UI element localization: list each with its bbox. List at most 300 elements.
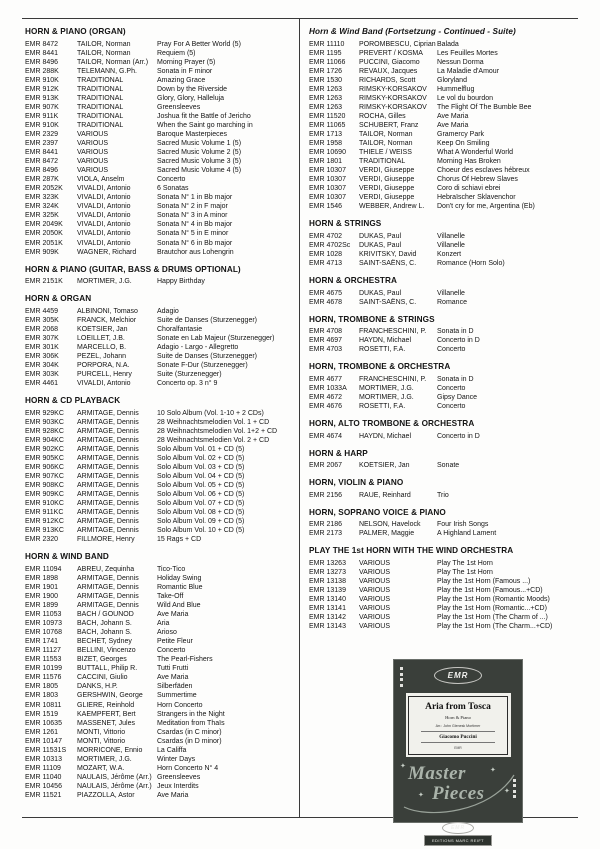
entry-title: Baroque Masterpieces [157, 130, 228, 138]
entry-composer: KAEMPFERT, Bert [77, 710, 136, 718]
catalog-row [309, 345, 578, 354]
catalog-row [25, 148, 293, 157]
entry-code: EMR 10307 [309, 176, 346, 184]
catalog-row [25, 764, 293, 773]
entry-code: EMR 4675 [309, 289, 343, 297]
catalog-row [309, 586, 578, 595]
entry-title: Summertime [157, 692, 197, 700]
entry-title: Sonate F-Dur (Sturzenegger) [157, 361, 248, 369]
entry-code: EMR 8472 [25, 40, 59, 48]
entry-code: EMR 8472 [25, 158, 59, 166]
entry-composer: VERDI, Giuseppe [359, 167, 415, 175]
entry-code: EMR 10307 [309, 167, 346, 175]
entry-composer: BIZET, Georges [77, 656, 127, 664]
entry-composer: THIELE / WEISS [359, 149, 412, 157]
entry-title: Concerto [157, 647, 186, 655]
catalog-row [25, 628, 293, 637]
catalog-column-right [300, 19, 578, 844]
entry-code: EMR 303K [25, 371, 59, 378]
entry-title: Solo Album Vol. 08 + CD (5) [157, 509, 245, 517]
catalog-row [25, 508, 293, 517]
catalog-section [25, 396, 293, 544]
entry-code: EMR 13142 [309, 614, 346, 622]
entry-composer: NAULAIS, Jérôme (Arr.) [77, 782, 152, 790]
entry-code: EMR 912KC [25, 518, 64, 526]
catalog-row [25, 592, 293, 601]
catalog-row [25, 773, 293, 782]
catalog-row [25, 343, 293, 352]
entry-code: EMR 908KC [25, 481, 64, 489]
entry-title: Sonata in D [437, 328, 474, 336]
catalog-row [25, 737, 293, 746]
entry-code: EMR 8441 [25, 49, 59, 57]
entry-code: EMR 4702Sc [309, 241, 351, 249]
entry-composer: ARMITAGE, Dennis [77, 436, 139, 444]
entry-code: EMR 4674 [309, 432, 343, 440]
entry-composer: VIVALDI, Antonio [77, 194, 131, 202]
catalog-row [25, 673, 293, 682]
catalog-row [25, 710, 293, 719]
entry-title: Sonata N° 6 in Bb major [157, 239, 233, 247]
entry-title: Sonata N° 4 in Bb major [157, 221, 233, 229]
entry-title: Romance (Horn Solo) [437, 260, 505, 268]
catalog-row [309, 175, 578, 184]
entry-title: Play the 1st Horn (The Charm...+CD) [437, 623, 553, 631]
catalog-row [309, 259, 578, 268]
entry-code: EMR 13263 [309, 559, 346, 567]
entry-code: EMR 307K [25, 334, 59, 342]
section-title: HORN & WIND BAND [25, 552, 109, 562]
entry-composer: FILLMORE, Henry [77, 536, 135, 544]
catalog-row [25, 40, 293, 49]
entry-title: Play the 1st Horn (Romantic Moods) [437, 595, 550, 603]
entry-code: EMR 910K [25, 121, 59, 129]
catalog-section [309, 546, 578, 631]
entry-title: Meditation from Thaïs [157, 719, 225, 727]
emr-logo-icon: EMR [442, 822, 474, 834]
entry-composer: VIVALDI, Antonio [77, 380, 131, 388]
catalog-column-left [22, 19, 300, 817]
catalog-row [309, 432, 578, 441]
catalog-row [309, 336, 578, 345]
entry-code: EMR 11110 [309, 40, 345, 48]
entry-title: Sonata N° 1 in Bb major [157, 194, 233, 202]
catalog-row [309, 250, 578, 259]
catalog-row [309, 121, 578, 130]
entry-title: Horn Concerto [157, 701, 203, 709]
catalog-row [309, 613, 578, 622]
entry-title: Les Feuilles Mortes [437, 49, 498, 57]
entry-title: Keep On Smiling [437, 140, 490, 148]
entry-code: EMR 2050K [25, 230, 63, 238]
entry-composer: MARCELLO, B. [77, 343, 127, 351]
catalog-row [25, 791, 293, 800]
entry-title: Csardas (in C minor) [157, 728, 222, 736]
entry-code: EMR 4676 [309, 402, 343, 410]
entry-composer: BELLINI, Vincenzo [77, 647, 136, 655]
entry-title: Wild And Blue [157, 601, 201, 609]
section-title: HORN, ALTO TROMBONE & ORCHESTRA [309, 419, 475, 428]
entry-code: EMR 912K [25, 85, 59, 93]
entry-code: EMR 2052K [25, 185, 63, 193]
entry-title: Villanelle [437, 232, 465, 240]
entry-title: Concerto [437, 346, 466, 354]
catalog-row [309, 103, 578, 112]
catalog-row [309, 112, 578, 121]
entry-code: EMR 913K [25, 94, 59, 102]
catalog-row [309, 461, 578, 470]
catalog-row [309, 520, 578, 529]
entry-composer: TAILOR, Norman [77, 40, 131, 48]
entry-composer: WAGNER, Richard [77, 248, 137, 256]
entry-composer: DUKAS, Paul [359, 241, 402, 249]
entry-title: Play the 1st Horn (Famous ...) [437, 577, 531, 585]
catalog-row [25, 94, 293, 103]
catalog-row [25, 325, 293, 334]
entry-composer: VARIOUS [359, 586, 390, 594]
entry-composer: CACCINI, Giulio [77, 674, 128, 682]
entry-code: EMR 1530 [309, 76, 343, 84]
entry-code: EMR 909KC [25, 491, 64, 499]
catalog-section [309, 27, 578, 211]
entry-title: Concerto [157, 176, 186, 184]
entry-composer: TRADITIONAL [77, 112, 124, 120]
entry-title: Choeur des esclaves hébreux [437, 167, 530, 175]
entry-title: Strangers in the Night [157, 710, 225, 718]
entry-title: La Maladie d'Amour [437, 67, 500, 75]
entry-title: Ave Maria [157, 791, 189, 799]
entry-composer: SCHUBERT, Franz [359, 121, 419, 129]
catalog-row [25, 719, 293, 728]
entry-code: EMR 11066 [309, 58, 346, 66]
entry-title: Play the 1st Horn (Famous...+CD) [437, 586, 543, 594]
catalog-row [309, 604, 578, 613]
entry-code: EMR 4672 [309, 393, 343, 401]
entry-code: EMR 2068 [25, 325, 59, 333]
entry-code: EMR 306K [25, 352, 59, 360]
entry-title: Suite de Danses (Sturzenegger) [157, 352, 257, 360]
entry-code: EMR 4703 [309, 346, 343, 354]
entry-title: Silberfäden [157, 683, 193, 691]
entry-code: EMR 911KC [25, 509, 64, 517]
entry-composer: TRADITIONAL [359, 158, 406, 166]
entry-title: Holiday Swing [157, 574, 202, 582]
entry-code: EMR 913KC [25, 527, 64, 535]
entry-composer: ARMITAGE, Dennis [77, 583, 139, 591]
catalog-row [25, 248, 293, 257]
entry-title: Solo Album Vol. 06 + CD (5) [157, 491, 245, 499]
emr-logo-icon: EMR [434, 667, 482, 684]
catalog-row [25, 370, 293, 379]
entry-title: Requiem (5) [157, 49, 196, 57]
entry-code: EMR 1195 [309, 49, 342, 57]
entry-code: EMR 4461 [25, 380, 59, 388]
entry-code: EMR 903KC [25, 418, 64, 426]
entry-composer: MONTI, Vittorio [77, 737, 126, 745]
entry-code: EMR 11109 [25, 764, 61, 772]
entry-title: Winter Days [157, 755, 196, 763]
entry-composer: VERDI, Giuseppe [359, 176, 415, 184]
catalog-row [25, 481, 293, 490]
entry-title: Ave Maria [437, 121, 469, 129]
entry-title: Concerto in D [437, 337, 480, 345]
entry-title: Konzert [437, 250, 462, 258]
catalog-row [25, 655, 293, 664]
catalog-row [309, 58, 578, 67]
entry-composer: MORTIMER, J.G. [77, 278, 132, 286]
catalog-row [309, 130, 578, 139]
entry-code: EMR 8496 [25, 167, 59, 175]
catalog-page-frame [22, 18, 578, 844]
section-title: HORN & PIANO (GUITAR, BASS & DRUMS OPTIONAL) [25, 264, 241, 274]
catalog-row [25, 379, 293, 388]
entry-composer: TELEMANN, G.Ph. [77, 67, 137, 75]
entry-code: EMR 2186 [309, 521, 343, 529]
entry-title: Gloryland [437, 76, 467, 84]
entry-code: EMR 2156 [309, 491, 343, 499]
entry-composer: TRADITIONAL [77, 94, 124, 102]
entry-title: Happy Birthday [157, 278, 205, 286]
entry-composer: DUKAS, Paul [359, 232, 402, 240]
entry-composer: BACH, Johann S. [77, 620, 132, 628]
entry-title: Solo Album Vol. 01 + CD (5) [157, 445, 245, 453]
entry-code: EMR 2329 [25, 130, 59, 138]
entry-code: EMR 905KC [25, 454, 64, 462]
entry-code: EMR 11553 [25, 656, 62, 664]
catalog-row [25, 307, 293, 316]
entry-code: EMR 1801 [309, 158, 343, 166]
entry-title: 15 Rags + CD [157, 536, 202, 544]
entry-title: Csardas (in D minor) [157, 737, 222, 745]
entry-composer: POROMBESCU, Ciprian [359, 40, 436, 48]
entry-title: La Califfa [157, 746, 187, 754]
entry-code: EMR 10811 [25, 701, 62, 709]
entry-composer: ARMITAGE, Dennis [77, 491, 139, 499]
entry-code: EMR 288K [25, 67, 59, 75]
entry-composer: ARMITAGE, Dennis [77, 463, 139, 471]
star-icon: ✦ [504, 787, 510, 796]
entry-title: Aria [157, 620, 170, 628]
entry-title: Morning Prayer (5) [157, 58, 216, 66]
catalog-row [25, 67, 293, 76]
entry-code: EMR 2173 [309, 530, 343, 538]
catalog-row [25, 574, 293, 583]
entry-title: Petite Fleur [157, 638, 193, 646]
entry-title: Suite de Danses (Sturzenegger) [157, 316, 257, 324]
entry-code: EMR 11053 [25, 611, 62, 619]
catalog-row [309, 232, 578, 241]
entry-title: Take-Off [157, 592, 184, 600]
entry-title: Jeux Interdits [157, 782, 199, 790]
entry-code: EMR 13139 [309, 586, 346, 594]
catalog-row [25, 361, 293, 370]
catalog-row [309, 166, 578, 175]
entry-code: EMR 13141 [309, 604, 346, 612]
series-word-pieces: Pieces [432, 783, 485, 805]
entry-title: Play The 1st Horn [437, 568, 493, 576]
entry-title: Concerto op. 3 n° 9 [157, 380, 218, 388]
entry-title: Pray For A Better World (5) [157, 40, 241, 48]
entry-composer: ABREU, Zequinha [77, 565, 135, 573]
entry-code: EMR 1898 [25, 574, 59, 582]
entry-code: EMR 4697 [309, 337, 343, 345]
entry-title: Sacred Music Volume 4 (5) [157, 167, 242, 175]
entry-code: EMR 13140 [309, 595, 346, 603]
entry-composer: ARMITAGE, Dennis [77, 592, 139, 600]
entry-composer: FRANCK, Melchior [77, 316, 137, 324]
catalog-row [25, 316, 293, 325]
entry-composer: ARMITAGE, Dennis [77, 500, 139, 508]
entry-title: Sacred Music Volume 1 (5) [157, 140, 242, 148]
catalog-row [25, 454, 293, 463]
entry-code: EMR 10313 [25, 755, 62, 763]
entry-composer: RIMSKY-KORSAKOV [359, 94, 427, 102]
catalog-row [25, 202, 293, 211]
catalog-row [25, 334, 293, 343]
entry-code: EMR 2151K [25, 278, 63, 286]
entry-composer: VARIOUS [359, 595, 390, 603]
entry-title: Ave Maria [157, 674, 189, 682]
entry-code: EMR 911K [25, 112, 59, 120]
entry-title: Ave Maria [157, 611, 189, 619]
catalog-row [25, 239, 293, 248]
entry-code: EMR 909K [25, 248, 59, 256]
catalog-row [309, 184, 578, 193]
entry-title: Play The 1st Horn [437, 559, 493, 567]
catalog-row [309, 49, 578, 58]
entry-title: The Flight Of The Bumble Bee [437, 103, 532, 111]
entry-title: Glory, Glory, Halleluja [157, 94, 225, 102]
entry-code: EMR 2051K [25, 239, 63, 247]
entry-composer: PEZEL, Johann [77, 352, 127, 360]
entry-title: Sonata N° 2 in F major [157, 203, 228, 211]
catalog-row [309, 85, 578, 94]
catalog-row [25, 755, 293, 764]
entry-code: EMR 1901 [25, 583, 59, 591]
catalog-section [309, 449, 578, 471]
entry-composer: VIOLA, Anselm [77, 176, 125, 184]
entry-composer: ARMITAGE, Dennis [77, 409, 139, 417]
entry-code: EMR 1958 [309, 140, 343, 148]
master-pieces-series-mark [394, 761, 522, 817]
entry-title: Brautchor aus Lohengrin [157, 248, 234, 256]
entry-code: EMR 1713 [309, 130, 343, 138]
entry-composer: MORRICONE, Ennio [77, 746, 143, 754]
entry-code: EMR 2320 [25, 536, 59, 544]
entry-composer: TAILOR, Norman (Arr.) [77, 58, 149, 66]
entry-composer: VARIOUS [77, 149, 108, 157]
catalog-section [309, 362, 578, 411]
catalog-row [25, 76, 293, 85]
entry-composer: FRANCHESCHINI, P. [359, 375, 427, 383]
entry-composer: VARIOUS [359, 559, 390, 567]
entry-title: Nessun Dorma [437, 58, 484, 66]
entry-code: EMR 11065 [309, 121, 346, 129]
entry-code: EMR 4708 [309, 328, 343, 336]
entry-composer: MONTI, Vittorio [77, 728, 126, 736]
entry-composer: VERDI, Giuseppe [359, 185, 415, 193]
entry-title: Play the 1st Horn (The Charm of ...) [437, 614, 548, 622]
entry-code: EMR 1519 [25, 710, 59, 718]
entry-title: 28 Weihnachtsmelodien Vol. 1+2 + CD [157, 427, 278, 435]
entry-title: The Pearl-Fishers [157, 656, 213, 664]
entry-code: EMR 1741 [25, 638, 59, 646]
entry-title: Solo Album Vol. 10 + CD (5) [157, 527, 245, 535]
catalog-row [25, 445, 293, 454]
catalog-row [309, 157, 578, 166]
entry-composer: ARMITAGE, Dennis [77, 454, 139, 462]
entry-composer: PALMER, Maggie [359, 530, 415, 538]
entry-code: EMR 301K [25, 343, 59, 351]
entry-title: Romantic Blue [157, 583, 203, 591]
catalog-row [309, 559, 578, 568]
entry-composer: BECHET, Sydney [77, 638, 132, 646]
catalog-row [25, 782, 293, 791]
entry-title: Gramercy Park [437, 130, 485, 138]
entry-composer: WEBBER, Andrew L. [359, 203, 425, 211]
entry-composer: ARMITAGE, Dennis [77, 601, 139, 609]
entry-code: EMR 10199 [25, 665, 62, 673]
entry-title: Down by the Riverside [157, 85, 228, 93]
cover-title-box [406, 693, 511, 757]
entry-composer: RIMSKY-KORSAKOV [359, 103, 427, 111]
catalog-row [309, 193, 578, 202]
catalog-row [25, 526, 293, 535]
section-title: HORN & CD PLAYBACK [25, 396, 121, 406]
catalog-row [25, 85, 293, 94]
star-icon: ✦ [400, 762, 406, 771]
section-title: HORN, SOPRANO VOICE & PIANO [309, 507, 446, 517]
catalog-row [309, 76, 578, 85]
entry-composer: ARMITAGE, Dennis [77, 418, 139, 426]
entry-title: Sonata N° 5 in E minor [157, 230, 229, 238]
cover-arranger: Arr.: John Glenesk Mortimer [435, 723, 481, 728]
entry-composer: SAINT-SAËNS, C. [359, 260, 417, 268]
catalog-row [25, 701, 293, 710]
entry-title: Adagio - Largo - Allegretto [157, 343, 239, 351]
entry-composer: RAUE, Reinhard [359, 491, 411, 499]
entry-title: When the Saint go marching in [157, 121, 253, 129]
entry-code: EMR 287K [25, 176, 59, 184]
entry-code: EMR 1033A [309, 384, 347, 392]
entry-title: Four Irish Songs [437, 521, 489, 529]
catalog-row [25, 664, 293, 673]
entry-composer: HAYDN, Michael [359, 432, 411, 440]
catalog-row [309, 67, 578, 76]
catalog-row [309, 595, 578, 604]
section-title: HORN & STRINGS [309, 219, 382, 229]
catalog-row [25, 427, 293, 436]
entry-code: EMR 1263 [309, 94, 343, 102]
entry-composer: MOZART, W.A. [77, 764, 125, 772]
catalog-row [309, 139, 578, 148]
entry-code: EMR 325K [25, 212, 59, 220]
entry-title: Solo Album Vol. 07 + CD (5) [157, 500, 245, 508]
entry-code: EMR 4713 [309, 260, 343, 268]
catalog-row [309, 622, 578, 631]
entry-composer: ARMITAGE, Dennis [77, 518, 139, 526]
entry-title: Balada [437, 40, 459, 48]
catalog-row [309, 241, 578, 250]
catalog-row [25, 139, 293, 148]
entry-composer: VARIOUS [77, 158, 108, 166]
catalog-row [25, 565, 293, 574]
entry-code: EMR 13273 [309, 568, 346, 576]
entry-composer: BACH, Johann S. [77, 629, 132, 637]
entry-composer: TAILOR, Norman [77, 49, 131, 57]
catalog-row [25, 610, 293, 619]
catalog-row [25, 229, 293, 238]
